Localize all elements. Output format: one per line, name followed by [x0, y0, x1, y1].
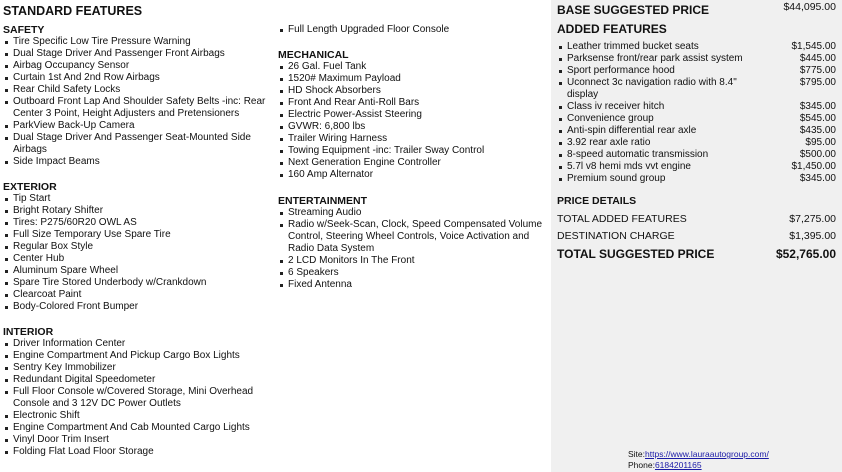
list-item: Electric Power-Assist Steering: [278, 109, 550, 121]
list-item: Vinyl Door Trim Insert: [3, 434, 275, 446]
feature-price: $435.00: [799, 125, 836, 136]
list-item: 2 LCD Monitors In The Front: [278, 255, 550, 267]
phone-line: [628, 460, 769, 471]
base-price-value: $44,095.00: [783, 1, 836, 13]
site-label: Site:: [628, 449, 646, 459]
list-item: Clearcoat Paint: [3, 289, 275, 301]
added-features-heading: ADDED FEATURES: [557, 22, 667, 36]
feature-name: Premium sound group: [567, 173, 666, 184]
list-item: Fixed Antenna: [278, 279, 550, 291]
total-price-label: TOTAL SUGGESTED PRICE: [557, 247, 715, 261]
mechanical-list: [278, 61, 550, 181]
site-link[interactable]: https://www.lauraautogroup.com/: [645, 449, 769, 459]
total-price-value: $52,765.00: [775, 247, 836, 261]
list-item: Side Impact Beams: [3, 156, 275, 168]
feature-price: $545.00: [799, 113, 836, 124]
feature-price: $445.00: [799, 53, 836, 64]
list-item: Streaming Audio: [278, 207, 550, 219]
list-item: Electronic Shift: [3, 410, 275, 422]
entertainment-heading: ENTERTAINMENT: [278, 195, 368, 207]
site-line: [628, 449, 769, 460]
list-item: [557, 161, 836, 173]
list-item: Rear Child Safety Locks: [3, 84, 275, 96]
total-added-value: $7,275.00: [789, 213, 836, 225]
list-item: [557, 173, 836, 185]
total-added-row: [557, 213, 836, 225]
list-item: HD Shock Absorbers: [278, 85, 550, 97]
list-item: [557, 53, 836, 65]
safety-list: [3, 36, 275, 168]
feature-price: $795.00: [799, 77, 836, 88]
interior-list: [3, 338, 275, 458]
phone-link[interactable]: 6184201165: [654, 460, 702, 470]
interior-continued-list: [278, 24, 550, 36]
list-item: Dual Stage Driver And Passenger Front Airbags: [3, 48, 275, 60]
list-item: Regular Box Style: [3, 241, 275, 253]
total-price-row: [557, 247, 836, 261]
total-added-label: TOTAL ADDED FEATURES: [557, 213, 687, 225]
list-item: Bright Rotary Shifter: [3, 205, 275, 217]
list-item: Next Generation Engine Controller: [278, 157, 550, 169]
list-item: Tire Specific Low Tire Pressure Warning: [3, 36, 275, 48]
list-item: Engine Compartment And Cab Mounted Cargo Lights: [3, 422, 275, 434]
feature-name: Anti-spin differential rear axle: [567, 125, 697, 136]
exterior-list: [3, 193, 275, 313]
feature-price: $1,545.00: [791, 41, 836, 52]
list-item: Full Size Temporary Use Spare Tire: [3, 229, 275, 241]
base-price-row: [557, 0, 836, 15]
pricing-panel: [551, 0, 842, 472]
list-item: Airbag Occupancy Sensor: [3, 60, 275, 72]
feature-name: Uconnect 3c navigation radio with 8.4" display: [567, 77, 737, 100]
base-price-label: BASE SUGGESTED PRICE: [557, 3, 710, 17]
list-item: GVWR: 6,800 lbs: [278, 121, 550, 133]
list-item: [557, 137, 836, 149]
list-item: 26 Gal. Fuel Tank: [278, 61, 550, 73]
phone-label: Phone:: [628, 460, 655, 470]
list-item: Radio w/Seek-Scan, Clock, Speed Compensated Volume Control, Steering Wheel Controls, Voice Activation and Radio Data System: [278, 219, 550, 255]
feature-price: $1,450.00: [791, 161, 836, 172]
list-item: [557, 65, 836, 77]
middle-column: [278, 0, 550, 291]
interior-heading: INTERIOR: [3, 326, 54, 338]
list-item: Outboard Front Lap And Shoulder Safety Belts -inc: Rear Center 3 Point, Height Adjusters and Pretensioners: [3, 96, 275, 120]
list-item: [557, 101, 836, 113]
list-item: Engine Compartment And Pickup Cargo Box Lights: [3, 350, 275, 362]
feature-price: $95.00: [805, 137, 836, 148]
list-item: Curtain 1st And 2nd Row Airbags: [3, 72, 275, 84]
list-item: Dual Stage Driver And Passenger Seat-Mounted Side Airbags: [3, 132, 275, 156]
feature-name: 5.7l v8 hemi mds vvt engine: [567, 161, 691, 172]
feature-name: 8-speed automatic transmission: [567, 149, 709, 160]
list-item: Driver Information Center: [3, 338, 275, 350]
mechanical-heading: MECHANICAL: [278, 49, 349, 61]
list-item: [557, 113, 836, 125]
left-column: [3, 0, 275, 458]
list-item: [557, 125, 836, 137]
feature-price: $345.00: [799, 173, 836, 184]
feature-name: Leather trimmed bucket seats: [567, 41, 699, 52]
list-item: Full Length Upgraded Floor Console: [278, 24, 550, 36]
list-item: Trailer Wiring Harness: [278, 133, 550, 145]
list-item: [557, 41, 836, 53]
list-item: Tires: P275/60R20 OWL AS: [3, 217, 275, 229]
price-details-heading: PRICE DETAILS: [557, 195, 637, 207]
list-item: Sentry Key Immobilizer: [3, 362, 275, 374]
feature-name: Convenience group: [567, 113, 654, 124]
added-features-list: [557, 41, 836, 185]
feature-price: $775.00: [799, 65, 836, 76]
list-item: Folding Flat Load Floor Storage: [3, 446, 275, 458]
list-item: Redundant Digital Speedometer: [3, 374, 275, 386]
destination-value: $1,395.00: [789, 230, 836, 242]
list-item: ParkView Back-Up Camera: [3, 120, 275, 132]
list-item: Center Hub: [3, 253, 275, 265]
list-item: Towing Equipment -inc: Trailer Sway Control: [278, 145, 550, 157]
destination-label: DESTINATION CHARGE: [557, 230, 675, 242]
feature-name: Sport performance hood: [567, 65, 675, 76]
feature-price: $500.00: [799, 149, 836, 160]
page-title: STANDARD FEATURES: [3, 4, 143, 18]
list-item: [557, 77, 836, 101]
dealer-footer: [628, 449, 769, 471]
list-item: Body-Colored Front Bumper: [3, 301, 275, 313]
safety-heading: SAFETY: [3, 24, 45, 36]
feature-name: Class iv receiver hitch: [567, 101, 665, 112]
destination-row: [557, 230, 836, 242]
list-item: Tip Start: [3, 193, 275, 205]
list-item: Spare Tire Stored Underbody w/Crankdown: [3, 277, 275, 289]
exterior-heading: EXTERIOR: [3, 181, 57, 193]
list-item: 160 Amp Alternator: [278, 169, 550, 181]
feature-name: 3.92 rear axle ratio: [567, 137, 651, 148]
list-item: 1520# Maximum Payload: [278, 73, 550, 85]
list-item: Aluminum Spare Wheel: [3, 265, 275, 277]
list-item: Front And Rear Anti-Roll Bars: [278, 97, 550, 109]
list-item: [557, 149, 836, 161]
list-item: Full Floor Console w/Covered Storage, Mini Overhead Console and 3 12V DC Power Outlets: [3, 386, 275, 410]
list-item: 6 Speakers: [278, 267, 550, 279]
feature-name: Parksense front/rear park assist system: [567, 53, 743, 64]
entertainment-list: [278, 207, 550, 291]
feature-price: $345.00: [799, 101, 836, 112]
